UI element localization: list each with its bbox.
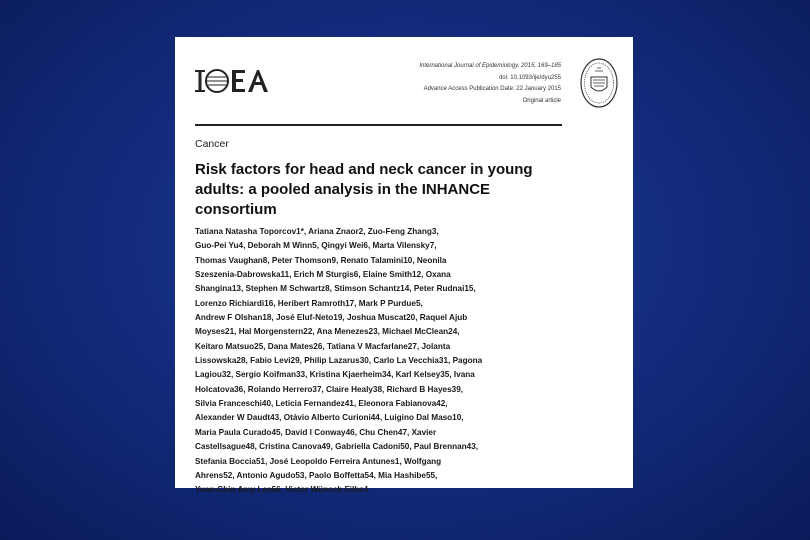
author-line: Keitaro Matsuo25, Dana Mates26, Tatiana V Macfarlane27, Jolanta xyxy=(195,341,451,351)
title-line: adults: a pooled analysis in the INHANCE xyxy=(195,181,491,198)
author-line: Lorenzo Richiardi16, Heribert Ramroth17, Mark P Purdue5, xyxy=(195,298,423,308)
author-list xyxy=(195,225,567,498)
doi-text: doi: 10.1093/ije/dyu255 xyxy=(498,74,561,81)
author-line: Szeszenia-Dabrowska11, Erich M Sturgis6, Elaine Smith12, Oxana xyxy=(195,270,451,280)
author-line: Guo-Pei Yu4, Deborah M Winn5, Qingyi Wei6, Marta Vilensky7, xyxy=(195,241,437,251)
article-type: Original article xyxy=(522,97,561,104)
author-line: Maria Paula Curado45, David I Conway46, Chu Chen47, Xavier xyxy=(195,427,437,437)
author-line: Castellsague48, Cristina Canova49, Gabriella Cadoni50, Paul Brennan43, xyxy=(195,442,479,452)
journal-citation: International Journal of Epidemiology, 2015, 169–185 xyxy=(419,63,561,69)
title-line: consortium xyxy=(195,201,277,218)
author-line: Lagiou32, Sergio Koifman33, Kristina Kjaerheim34, Karl Kelsey35, Ivana xyxy=(195,370,475,380)
paper-page xyxy=(175,37,633,495)
journal-logo xyxy=(195,66,275,96)
article-title xyxy=(195,160,575,220)
author-line: Alexander W Daudt43, Otávio Alberto Curioni44, Luigino Dal Maso10, xyxy=(195,413,464,423)
author-line: Holcatova36, Rolando Herrero37, Claire Healy38, Richard B Hayes39, xyxy=(195,384,464,394)
author-line: Tatiana Natasha Toporcov1*, Ariana Znaor2, Zuo-Feng Zhang3, xyxy=(195,227,439,236)
advance-access-date: Advance Access Publication Date: 22 January 2015 xyxy=(423,86,561,92)
header-rule xyxy=(195,124,562,126)
author-line: Ahrens52, Antonio Agudo53, Paolo Boffetta54, Mia Hashibe55, xyxy=(195,470,438,480)
author-line: Andrew F Olshan18, José Eluf-Neto19, Joshua Muscat20, Raquel Ajub xyxy=(195,313,468,323)
ijea-logo-icon xyxy=(195,66,275,96)
title-line: Risk factors for head and neck cancer in young xyxy=(195,161,533,178)
author-line: Lissowska28, Fabio Levi29, Philip Lazarus30, Carlo La Vecchia31, Pagona xyxy=(195,356,483,366)
author-line: Stefania Boccia51, José Leopoldo Ferreira Antunes1, Wolfgang xyxy=(195,456,442,466)
section-label: Cancer xyxy=(195,138,229,150)
author-line: Yuan-Chin Amy Lee56, Victor Wünsch Filho1 xyxy=(195,485,369,495)
author-line: Silvia Franceschi40, Leticia Fernandez41, Eleonora Fabianova42, xyxy=(195,399,448,409)
journal-info xyxy=(419,61,561,107)
author-line: Moyses21, Hal Morgenstern22, Ana Menezes23, Michael McClean24, xyxy=(195,327,460,337)
university-seal-icon xyxy=(579,57,619,109)
author-line: Thomas Vaughan8, Peter Thomson9, Renato Talamini10, Neonila xyxy=(195,255,447,265)
author-line: Shangina13, Stephen M Schwartz8, Stimson Schantz14, Peter Rudnai15, xyxy=(195,284,476,294)
